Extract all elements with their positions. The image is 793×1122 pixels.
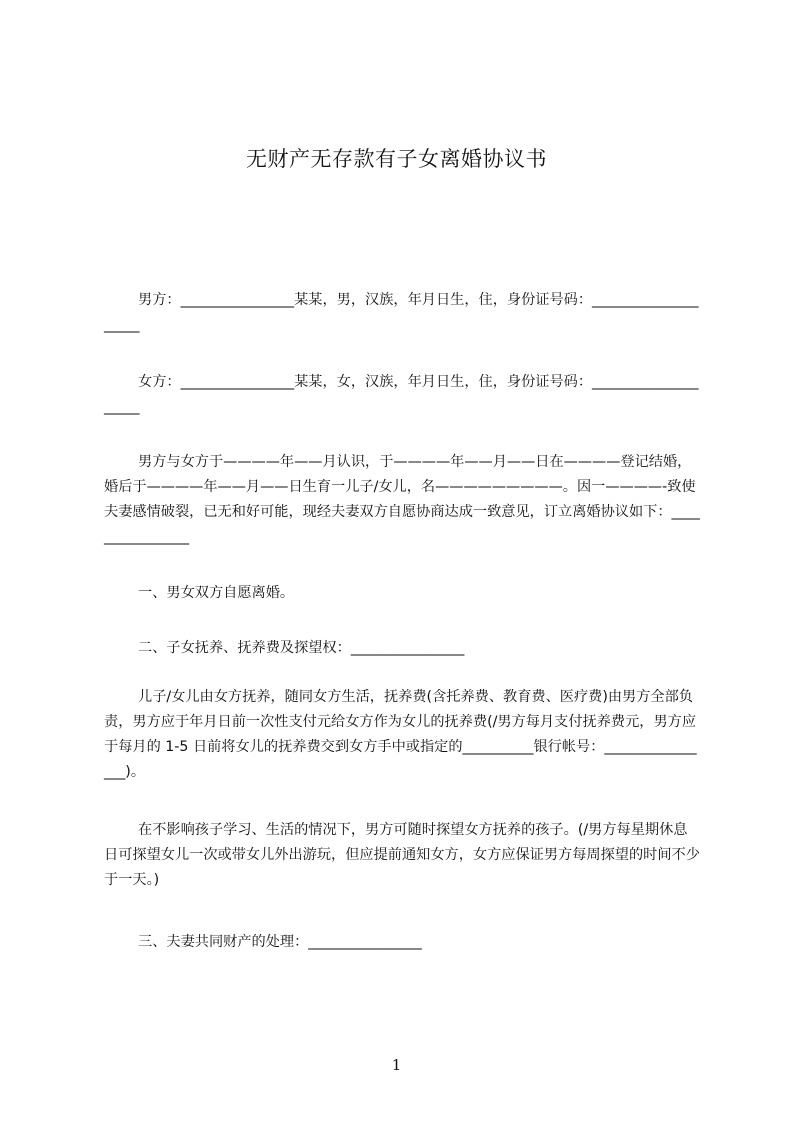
visitation-paragraph: 在不影响孩子学习、生活的情况下，男方可随时探望女方抚养的孩子。(/男方每星期休息日可探望女儿一次或带女儿外出游玩，但应提前通知女方，女方应保证男方每周探望的时间不少于一天。) — [104, 822, 700, 888]
clause-3: 三、夫妻共同财产的处理：________________ — [138, 934, 422, 950]
female-party-paragraph: 女方：________________某某，女，汉族，年月日生，住，身份证号码：____________________ — [104, 374, 699, 415]
male-party-paragraph: 男方：________________某某，男，汉族，年月日生，住，身份证号码：____________________ — [104, 292, 699, 333]
custody-paragraph: 儿子/女儿由女方抚养，随同女方生活，抚养费(含托养费、教育费、医疗费)由男方全部负责，男方应于年月日前一次性支付元给女方作为女儿的抚养费(/男方每月支付抚养费元，男方应于每月的 1-5 日前将女儿的抚养费交到女方手中或指定的__________银行帐号：________________)。 — [104, 689, 697, 780]
page-number: 1 — [391, 1056, 402, 1074]
background-paragraph: 男方与女方于————年——月认识，于————年——月——日在————登记结婚，婚后于————年——月——日生育一儿子/女儿，名—————————。因一————-致使夫妻感情破裂，已无和好可能，现经夫妻双方自愿协商达成一致意见，订立离婚协议如下：________________ — [104, 454, 700, 545]
document-title: 无财产无存款有子女离婚协议书 — [246, 147, 547, 171]
clause-1: 一、男女双方自愿离婚。 — [138, 585, 295, 601]
clause-2: 二、子女抚养、抚养费及探望权：________________ — [138, 640, 465, 656]
